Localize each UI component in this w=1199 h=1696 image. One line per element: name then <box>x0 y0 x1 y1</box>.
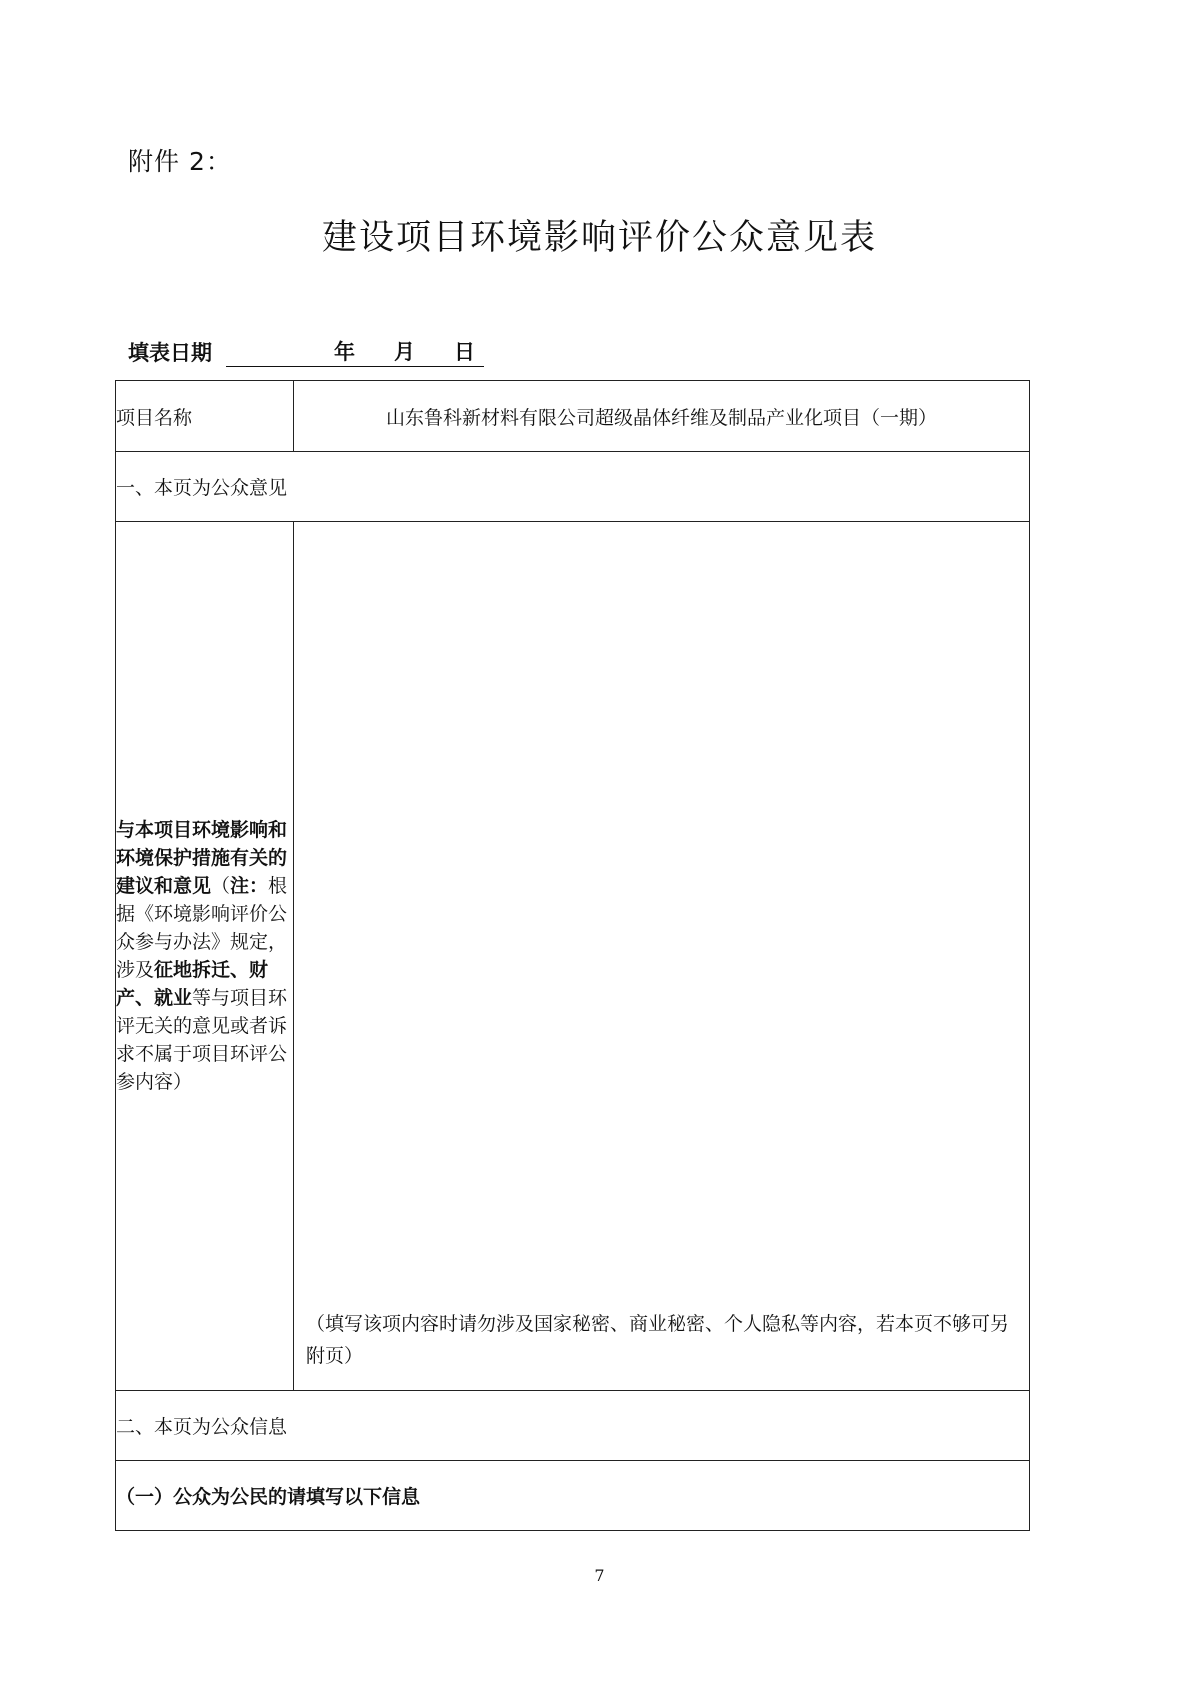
opinion-form-table <box>115 380 1030 1531</box>
date-day-label: 日 <box>454 340 475 364</box>
section-one-heading: 一、本页为公众意见 <box>116 452 1030 522</box>
date-year-label: 年 <box>334 340 355 364</box>
subsection-one-row <box>116 1461 1030 1531</box>
opinion-label-excluded: 征地拆迁、财产、就业 <box>116 959 269 1009</box>
opinion-label-note-mark: 注： <box>230 875 269 897</box>
form-title: 建设项目环境影响评价公众意见表 <box>321 218 877 258</box>
fill-date-field[interactable] <box>226 340 484 367</box>
subsection-one-heading: （一）公众为公民的请填写以下信息 <box>116 1461 1030 1531</box>
opinion-label-rest: 等与项目环评无关的意见或者诉求不属于项目环评公参内容） <box>116 987 288 1093</box>
date-month-label: 月 <box>394 340 415 364</box>
project-name-value: 山东鲁科新材料有限公司超级晶体纤维及制品产业化项目（一期） <box>294 381 1030 452</box>
fill-date-label: 填表日期 <box>128 341 212 365</box>
opinion-label-paren: （ <box>211 875 231 897</box>
page-number: 7 <box>594 1566 605 1585</box>
opinion-label-rule: 根据《环境影响评价公众参与办法》规定，涉及 <box>116 875 288 981</box>
section-one-row <box>116 452 1030 522</box>
opinion-input-cell[interactable] <box>294 522 1030 1391</box>
project-name-label: 项目名称 <box>116 381 294 452</box>
opinion-label-main: 与本项目环境影响和环境保护措施有关的建议和意见 <box>116 819 288 897</box>
opinion-label-cell <box>116 522 294 1391</box>
opinion-text-area[interactable] <box>294 522 1029 1390</box>
section-two-heading: 二、本页为公众信息 <box>116 1391 1030 1461</box>
attachment-label: 附件 2： <box>128 147 232 176</box>
opinion-note: （填写该项内容时请勿涉及国家秘密、商业秘密、个人隐私等内容，若本页不够可另附页） <box>306 1313 1010 1367</box>
section-two-row <box>116 1391 1030 1461</box>
opinion-row <box>116 522 1030 1391</box>
fill-date-row <box>128 337 484 367</box>
project-name-row <box>116 381 1030 452</box>
